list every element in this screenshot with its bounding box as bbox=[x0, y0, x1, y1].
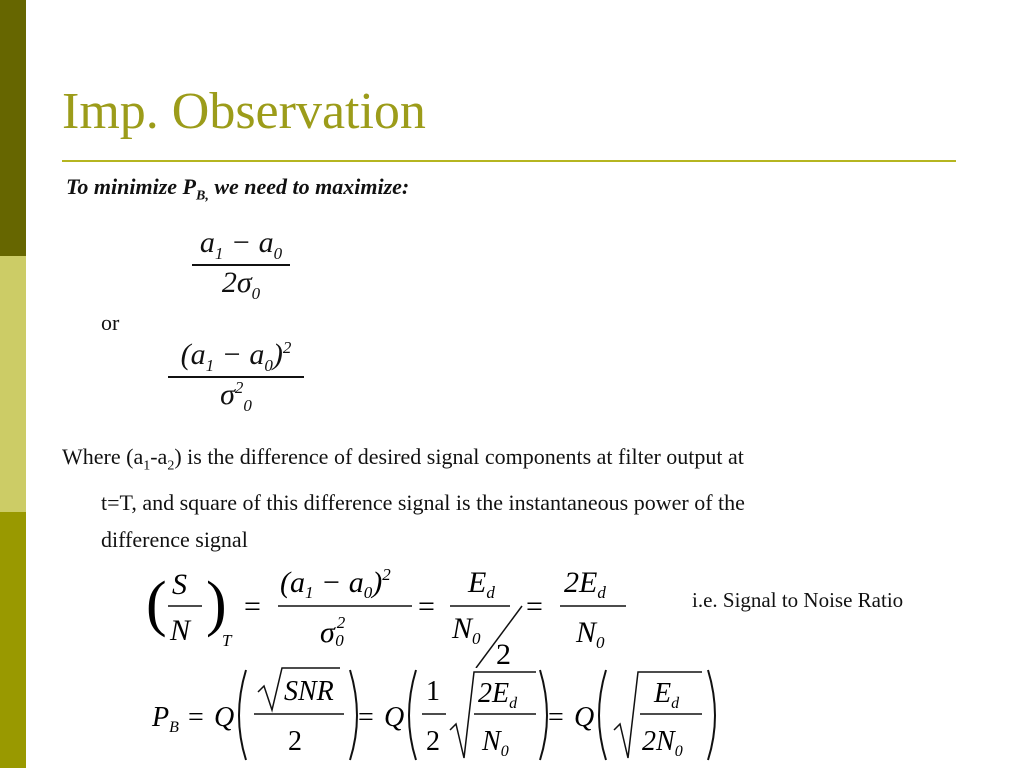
svg-text:Ed: $E_d$ bbox=[468, 566, 495, 602]
title-divider bbox=[62, 160, 956, 162]
intro-subscript: B, bbox=[195, 188, 209, 204]
intro-text bbox=[66, 174, 409, 204]
slide-title: Imp. Observation bbox=[62, 83, 426, 140]
svg-text:Q: Q bbox=[214, 702, 235, 733]
svg-text:Ed: $E_d$ bbox=[654, 678, 680, 712]
snr-note: i.e. Signal to Noise Ratio bbox=[692, 588, 904, 612]
svg-text:SNR: SNR bbox=[284, 676, 334, 707]
svg-text:=: = bbox=[358, 702, 374, 733]
formula-squared-ratio: $(a_1 - a_0)^2$ $\sigma^2_0$ bbox=[168, 338, 304, 416]
svg-text:N0: $N_0$ bbox=[452, 612, 481, 648]
svg-text:(: ( bbox=[146, 570, 167, 638]
intro-suffix: we need to maximize: bbox=[208, 174, 410, 199]
para-line1: Where $(a_1-a_2)$ is the difference of desired signal components at filter output at bbox=[62, 444, 744, 474]
formula-ratio: $a_1 - a_0$ $2\sigma_0$ bbox=[192, 226, 290, 304]
svg-text:=: = bbox=[526, 590, 543, 623]
svg-text:N: N bbox=[170, 614, 191, 647]
svg-text:=: = bbox=[244, 590, 261, 623]
svg-text:): ) bbox=[206, 570, 227, 638]
svg-text:2: 2 bbox=[288, 726, 302, 757]
svg-text:=: = bbox=[548, 702, 564, 733]
svg-text:2: 2 bbox=[426, 726, 440, 757]
svg-text:N0: $N_0$ bbox=[576, 616, 605, 652]
explanation-paragraph bbox=[62, 438, 962, 558]
sidebar-band-dark bbox=[0, 0, 26, 256]
svg-text:PB: $P_B$ bbox=[152, 702, 179, 736]
svg-text:Q: Q bbox=[384, 702, 405, 733]
pb-equation bbox=[148, 664, 738, 764]
svg-text:2Ed: $2E_d$ bbox=[564, 566, 606, 602]
svg-text:=: = bbox=[418, 590, 435, 623]
svg-text:1: 1 bbox=[426, 676, 440, 707]
sidebar-band-light bbox=[0, 256, 26, 512]
para-line2: t=T, and square of this difference signal is the instantaneous power of the bbox=[101, 490, 745, 516]
svg-text:σ20: σ $^2$ 0 bbox=[320, 613, 346, 650]
sidebar-band-mid bbox=[0, 512, 26, 768]
svg-text:Q: Q bbox=[574, 702, 595, 733]
para-line3: difference signal bbox=[101, 527, 248, 553]
svg-text:(a1 − a0)2: $(a_1 - a_0)^2$ bbox=[280, 565, 391, 602]
svg-text:T: T bbox=[222, 631, 232, 650]
svg-text:2: 2 bbox=[496, 638, 511, 668]
svg-text:2N0: $2N_0$ bbox=[642, 726, 683, 760]
snr-equation bbox=[140, 558, 780, 668]
svg-text:N0: $N_0$ bbox=[482, 726, 509, 760]
intro-prefix: To minimize P bbox=[66, 174, 196, 199]
svg-text:S: S bbox=[172, 568, 187, 601]
or-label: or bbox=[101, 310, 120, 335]
svg-text:=: = bbox=[188, 702, 204, 733]
svg-text:2Ed: $2E_d$ bbox=[478, 678, 518, 712]
